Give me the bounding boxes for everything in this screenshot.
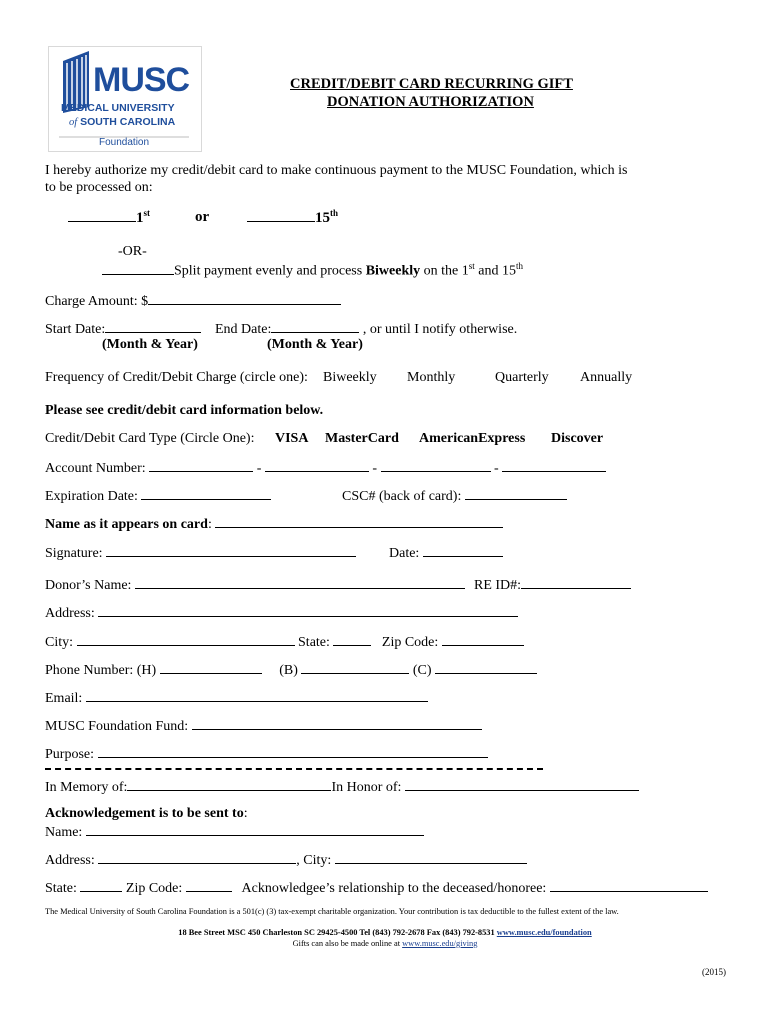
dashed-separator (45, 768, 543, 770)
or-label: or (195, 209, 210, 225)
name-on-card-row (45, 515, 503, 533)
card-type-amex[interactable]: AmericanExpress (419, 431, 526, 446)
and-sup: th (515, 261, 523, 271)
musc-foundation-logo (48, 46, 202, 152)
option-split-biweekly[interactable] (102, 261, 523, 280)
end-date-field[interactable] (271, 320, 359, 333)
expiration-row (45, 487, 271, 505)
signature-field[interactable] (106, 544, 356, 557)
foundation-link[interactable]: www.musc.edu/foundation (496, 928, 592, 937)
frequency-label: Frequency of Credit/Debit Charge (circle one): (45, 370, 308, 385)
account-dash-1: - (256, 461, 262, 476)
ack-heading (45, 806, 248, 822)
giving-link[interactable]: www.musc.edu/giving (402, 939, 478, 948)
zip-field[interactable] (442, 633, 524, 646)
name-on-card-field[interactable] (215, 515, 503, 528)
phone-row (45, 661, 537, 679)
ack-zip-label: Zip Code: (125, 881, 183, 896)
charge-amount-label: Charge Amount: $ (45, 294, 149, 309)
ack-name-row (45, 823, 424, 841)
memory-honor-row (45, 778, 639, 796)
card-type-mastercard[interactable]: MasterCard (325, 431, 399, 446)
ack-city-label: , City: (296, 853, 332, 868)
ack-address-field[interactable] (98, 851, 296, 864)
card-type-label: Credit/Debit Card Type (Circle One): (45, 431, 255, 446)
option-first[interactable] (68, 208, 150, 227)
start-date-label: Start Date: (45, 322, 106, 337)
charge-amount-row (45, 292, 341, 310)
ack-address-row (45, 851, 527, 869)
memory-field[interactable] (127, 778, 331, 791)
phone-cell-field[interactable] (435, 661, 537, 674)
re-id-label: RE ID#: (474, 578, 522, 593)
account-number-part2[interactable] (265, 459, 369, 472)
address-label: Address: (45, 606, 95, 621)
split-text: Split payment evenly and process (174, 263, 366, 279)
date-field[interactable] (423, 544, 503, 557)
intro-line2: to be processed on: (45, 180, 153, 195)
csc-field[interactable] (465, 487, 567, 500)
ack-address-label: Address: (45, 853, 95, 868)
donor-name-label: Donor’s Name: (45, 578, 132, 593)
intro-line1: I hereby authorize my credit/debit card to make continuous payment to the MUSC Foundation, which is (45, 163, 628, 178)
date-label: Date: (389, 546, 420, 561)
date-row (389, 544, 503, 562)
state-label: State: (298, 635, 330, 650)
ack-relationship-label: Acknowledgee’s relationship to the deceased/honoree: (241, 881, 547, 896)
fund-field[interactable] (192, 717, 482, 730)
email-row (45, 689, 428, 707)
csc-row (342, 487, 567, 505)
footer-online-text: Gifts can also be made online at (292, 939, 403, 948)
phone-business-label: (B) (279, 663, 298, 678)
signature-label: Signature: (45, 546, 103, 561)
footer-online-row (0, 939, 770, 948)
ack-state-row (45, 879, 708, 897)
address-field[interactable] (98, 604, 518, 617)
phone-business-field[interactable] (301, 661, 409, 674)
biweekly-bold: Biweekly (365, 263, 421, 279)
logo-line2: SOUTH CAROLINA (80, 116, 176, 128)
phone-cell-label: (C) (412, 663, 432, 678)
purpose-label: Purpose: (45, 747, 94, 762)
fund-row (45, 717, 482, 735)
logo-line3: Foundation (99, 137, 150, 148)
phone-home-field[interactable] (160, 661, 262, 674)
option-fifteenth[interactable] (247, 208, 338, 227)
memory-label: In Memory of: (45, 780, 128, 795)
or-alt-label: -OR- (118, 244, 147, 259)
account-number-row (45, 459, 606, 477)
city-label: City: (45, 635, 74, 650)
fifteenth-sup: th (330, 208, 339, 218)
charge-amount-field[interactable] (148, 292, 341, 305)
card-type-visa[interactable]: VISA (275, 431, 309, 446)
logo-line1: MEDICAL UNIVERSITY (61, 102, 175, 114)
until-label: , or until I notify otherwise. (362, 322, 518, 337)
ack-relationship-field[interactable] (550, 879, 708, 892)
footer-year: (2015) (702, 967, 726, 977)
account-number-label: Account Number: (45, 461, 146, 476)
start-date-field[interactable] (105, 320, 201, 333)
zip-label: Zip Code: (381, 635, 439, 650)
ack-heading-colon: : (243, 806, 248, 821)
frequency-option-monthly[interactable]: Monthly (407, 370, 456, 385)
on-the-sup: st (468, 261, 475, 271)
footer-address-row (0, 928, 770, 937)
address-row (45, 604, 518, 622)
fund-label: MUSC Foundation Fund: (45, 719, 189, 734)
logo-line2-of: of (69, 117, 78, 128)
honor-field[interactable] (405, 778, 639, 791)
account-dash-2: - (372, 461, 378, 476)
end-date-label: End Date: (215, 322, 272, 337)
card-type-discover[interactable]: Discover (551, 431, 604, 446)
csc-label: CSC# (back of card): (342, 489, 462, 504)
name-on-card-colon: : (207, 517, 212, 532)
phone-home-label: Phone Number: (H) (45, 663, 157, 678)
donor-name-row (45, 576, 465, 594)
name-on-card-label: Name as it appears on card (45, 517, 208, 532)
frequency-option-biweekly[interactable]: Biweekly (323, 370, 377, 385)
fifteenth-label: 15 (315, 210, 330, 226)
frequency-option-quarterly[interactable]: Quarterly (495, 370, 549, 385)
honor-label: In Honor of: (331, 780, 402, 795)
state-field[interactable] (333, 633, 371, 646)
expiration-label: Expiration Date: (45, 489, 138, 504)
card-info-heading: Please see credit/debit card information below. (45, 403, 324, 418)
logo-brand: MUSC (93, 61, 190, 99)
form-title-line2: DONATION AUTHORIZATION (327, 94, 534, 110)
logo-line2-wrap (69, 116, 175, 128)
first-label: 1 (136, 210, 144, 226)
first-sup: st (143, 208, 150, 218)
signature-row (45, 544, 356, 562)
ack-zip-field[interactable] (186, 879, 232, 892)
ack-state-field[interactable] (80, 879, 122, 892)
email-field[interactable] (86, 689, 428, 702)
email-label: Email: (45, 691, 83, 706)
ack-name-field[interactable] (86, 823, 424, 836)
end-date-row (215, 320, 517, 338)
re-id-row (474, 576, 631, 594)
ack-name-label: Name: (45, 825, 83, 840)
account-number-part4[interactable] (502, 459, 606, 472)
purpose-row (45, 745, 488, 763)
purpose-field[interactable] (98, 745, 488, 758)
on-the-text: on the 1 (420, 263, 469, 279)
city-row (45, 633, 524, 651)
ack-city-field[interactable] (335, 851, 527, 864)
donor-name-field[interactable] (135, 576, 465, 589)
account-number-part1[interactable] (149, 459, 253, 472)
and-text: and 15 (474, 263, 516, 279)
frequency-option-annually[interactable]: Annually (580, 370, 633, 385)
start-month-year-hint: (Month & Year) (102, 337, 198, 352)
city-field[interactable] (77, 633, 295, 646)
expiration-field[interactable] (141, 487, 271, 500)
start-date-row (45, 320, 201, 338)
form-title-line1: CREDIT/DEBIT CARD RECURRING GIFT (290, 76, 573, 92)
account-number-part3[interactable] (381, 459, 491, 472)
footer-disclaimer: The Medical University of South Carolina Foundation is a 501(c) (3) tax-exempt charitable organization. Your contribution is tax deductible to the fullest extent of the law. (45, 907, 619, 916)
ack-state-label: State: (45, 881, 77, 896)
account-dash-3: - (494, 461, 499, 476)
ack-heading-text: Acknowledgement is to be sent to (45, 806, 244, 821)
end-month-year-hint: (Month & Year) (267, 337, 363, 352)
re-id-field[interactable] (521, 576, 631, 589)
footer-address: 18 Bee Street MSC 450 Charleston SC 29425-4500 Tel (843) 792-2678 Fax (843) 792-8531 (178, 928, 497, 937)
